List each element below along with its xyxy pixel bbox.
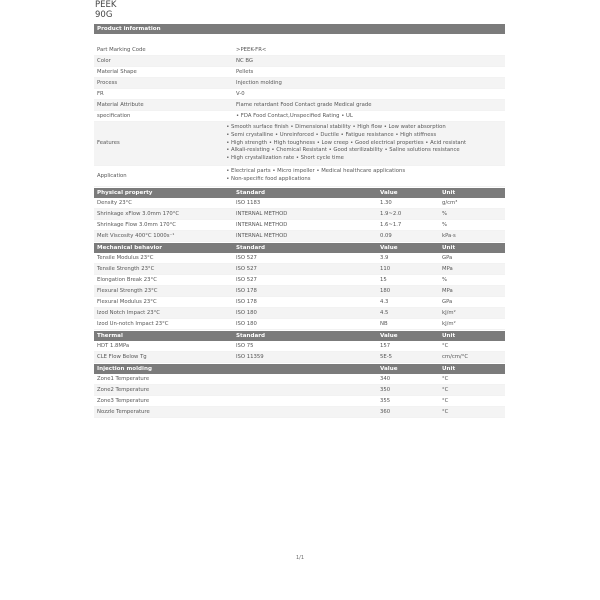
property-name: Zone3 Temperature [97, 397, 150, 404]
standard [236, 374, 380, 384]
unit: kJ/m² [442, 309, 456, 316]
product-info-header [94, 24, 505, 34]
property-row [94, 374, 505, 385]
header-cell: Value [380, 332, 398, 339]
header-cell: Standard [236, 244, 266, 251]
features-item: • Alkali-resisting • Chemical Resistant • Good sterilizability • Saline solutions resistance [226, 147, 460, 154]
header-cell: Value [380, 365, 398, 372]
value: 4.3 [380, 298, 389, 305]
property-name: Flexural Strength 23°C [97, 287, 158, 294]
property-name: Flexural Modulus 23°C [97, 298, 157, 305]
standard [236, 385, 380, 395]
property-row [94, 253, 505, 264]
property-row [94, 297, 505, 308]
info-value: Flame retardant Food Contact grade Medical grade [236, 102, 372, 108]
standard [236, 407, 380, 417]
features-item: • Smooth surface finish • Dimensional stability • High flow • Low water absorption [226, 124, 446, 130]
property-name: Nozzle Temperature [97, 408, 150, 415]
unit: kPa·s [442, 232, 456, 239]
property-row [94, 286, 505, 297]
standard: ISO 11359 [236, 353, 264, 360]
standard [236, 396, 380, 406]
section-header [94, 188, 505, 198]
value: 360 [380, 408, 391, 415]
info-row [94, 67, 505, 78]
info-row [94, 111, 505, 122]
product-family: PEEK [95, 0, 117, 10]
value: 3.9 [380, 254, 389, 261]
header-label: Product information [97, 26, 161, 32]
features-label: Features [97, 140, 120, 147]
property-row [94, 385, 505, 396]
standard: ISO 527 [236, 254, 257, 261]
standard: ISO 1183 [236, 199, 261, 206]
value: 1.6~1.7 [380, 221, 402, 228]
info-value: NC BG [236, 58, 253, 64]
property-name: Zone2 Temperature [97, 386, 150, 393]
unit: °C [442, 408, 449, 415]
property-name: Melt Viscosity 400°C 1000s⁻¹ [97, 232, 175, 239]
unit: GPa [442, 298, 453, 305]
application-item: • Non-specific food applications [226, 175, 311, 182]
property-name: Shrinkage Flow 3.0mm 170°C [97, 221, 176, 228]
value: 355 [380, 397, 391, 404]
unit: % [442, 276, 448, 283]
value: 340 [380, 375, 391, 382]
header-cell: Unit [442, 244, 456, 251]
value: 110 [380, 265, 391, 272]
header-cell: Standard [236, 189, 266, 196]
value: 157 [380, 342, 391, 349]
application-label: Application [97, 172, 127, 179]
info-row [94, 45, 505, 56]
section-rows [94, 341, 505, 363]
property-row [94, 352, 505, 363]
value: 4.5 [380, 309, 389, 316]
unit: g/cm³ [442, 199, 458, 206]
property-row [94, 341, 505, 352]
info-label: Material Shape [97, 69, 137, 75]
section-header [94, 331, 505, 341]
info-row [94, 89, 505, 100]
header-cell: Physical property [97, 189, 153, 196]
value: 350 [380, 386, 391, 393]
info-value: Pellets [236, 69, 254, 75]
standard: ISO 527 [236, 265, 257, 272]
info-row [94, 78, 505, 89]
header-cell: Unit [442, 365, 456, 372]
property-row [94, 198, 505, 209]
application-list [226, 166, 505, 186]
unit: °C [442, 375, 449, 382]
header-cell: Unit [442, 189, 456, 196]
property-name: Izod Un-notch Impact 23°C [97, 320, 169, 327]
info-label: FR [97, 91, 104, 97]
product-grade: 90G [95, 10, 113, 20]
property-name: Izod Notch Impact 23°C [97, 309, 160, 316]
property-row [94, 231, 505, 242]
info-label: Process [97, 80, 118, 86]
standard: ISO 180 [236, 309, 257, 316]
property-row [94, 264, 505, 275]
property-row [94, 220, 505, 231]
header-cell [236, 364, 380, 374]
value: NB [380, 320, 388, 327]
property-row [94, 209, 505, 220]
section-rows [94, 374, 505, 418]
value: 1.30 [380, 199, 392, 206]
property-row [94, 407, 505, 418]
unit: % [442, 221, 448, 228]
unit: kJ/m² [442, 320, 456, 327]
datasheet [94, 23, 505, 418]
header-cell: Mechanical behavior [97, 244, 163, 251]
value: 15 [380, 276, 387, 283]
standard: ISO 75 [236, 342, 254, 349]
header-cell: Value [380, 244, 398, 251]
property-name: Density 23°C [97, 199, 132, 206]
header-cell: Injection molding [97, 365, 152, 372]
header-cell: Standard [236, 332, 266, 339]
standard: ISO 178 [236, 287, 257, 294]
unit: cm/cm/°C [442, 353, 469, 360]
standard: INTERNAL METHOD [236, 221, 288, 228]
section-rows [94, 253, 505, 330]
property-name: Tensile Strength 23°C [97, 265, 155, 272]
unit: GPa [442, 254, 453, 261]
features-item: • High crystallization rate • Short cycle time [226, 155, 344, 162]
property-row [94, 275, 505, 286]
info-row [94, 100, 505, 111]
features-item: • Semi crystalline • Unreinforced • Ductile • Fatigue resistance • High stiffness [226, 131, 437, 138]
unit: MPa [442, 287, 453, 294]
property-name: Shrinkage xFlow 3.0mm 170°C [97, 210, 180, 217]
info-label: Color [97, 58, 111, 64]
property-row [94, 308, 505, 319]
value: 180 [380, 287, 391, 294]
standard: INTERNAL METHOD [236, 210, 288, 217]
application-row [94, 166, 505, 187]
unit: MPa [442, 265, 453, 272]
features-item: • High strength • High toughness • Low creep • Good electrical properties • Acid resistant [226, 139, 467, 146]
property-row [94, 319, 505, 330]
page-number: 1/1 [295, 555, 305, 561]
info-value: >PEEK-FR< [236, 47, 267, 53]
features-row [94, 122, 505, 166]
section-header [94, 243, 505, 253]
property-row [94, 396, 505, 407]
property-name: Zone1 Temperature [97, 375, 150, 382]
info-value: • FDA Food Contact,Unspecified Rating • UL [236, 113, 353, 119]
header-cell: Value [380, 189, 398, 196]
features-list [226, 122, 505, 165]
info-value: V-0 [236, 91, 245, 97]
info-label: Material Attribute [97, 102, 144, 108]
property-name: CLE Flow Below Tg [97, 353, 147, 360]
info-label: specification [97, 113, 131, 119]
section-rows [94, 198, 505, 242]
section-header [94, 364, 505, 374]
info-value: Injection molding [236, 80, 282, 86]
unit: °C [442, 397, 449, 404]
property-name: HDT 1.8MPa [97, 342, 130, 349]
standard: ISO 178 [236, 298, 257, 305]
property-name: Elongation Break 23°C [97, 276, 157, 283]
standard: ISO 527 [236, 276, 257, 283]
value: 5E-5 [380, 353, 392, 360]
unit: °C [442, 386, 449, 393]
unit: °C [442, 342, 449, 349]
value: 1.9~2.0 [380, 210, 402, 217]
value: 0.09 [380, 232, 392, 239]
standard: ISO 180 [236, 320, 257, 327]
unit: % [442, 210, 448, 217]
property-name: Tensile Modulus 23°C [97, 254, 154, 261]
header-cell: Unit [442, 332, 456, 339]
header-cell: Thermal [97, 332, 123, 339]
info-label: Part Marking Code [97, 47, 146, 53]
info-row [94, 56, 505, 67]
application-item: • Electrical parts • Micro impeller • Medical healthcare applications [226, 167, 406, 174]
property-sections [94, 188, 505, 418]
spacer [94, 34, 505, 45]
standard: INTERNAL METHOD [236, 232, 288, 239]
product-info-table [94, 45, 505, 187]
